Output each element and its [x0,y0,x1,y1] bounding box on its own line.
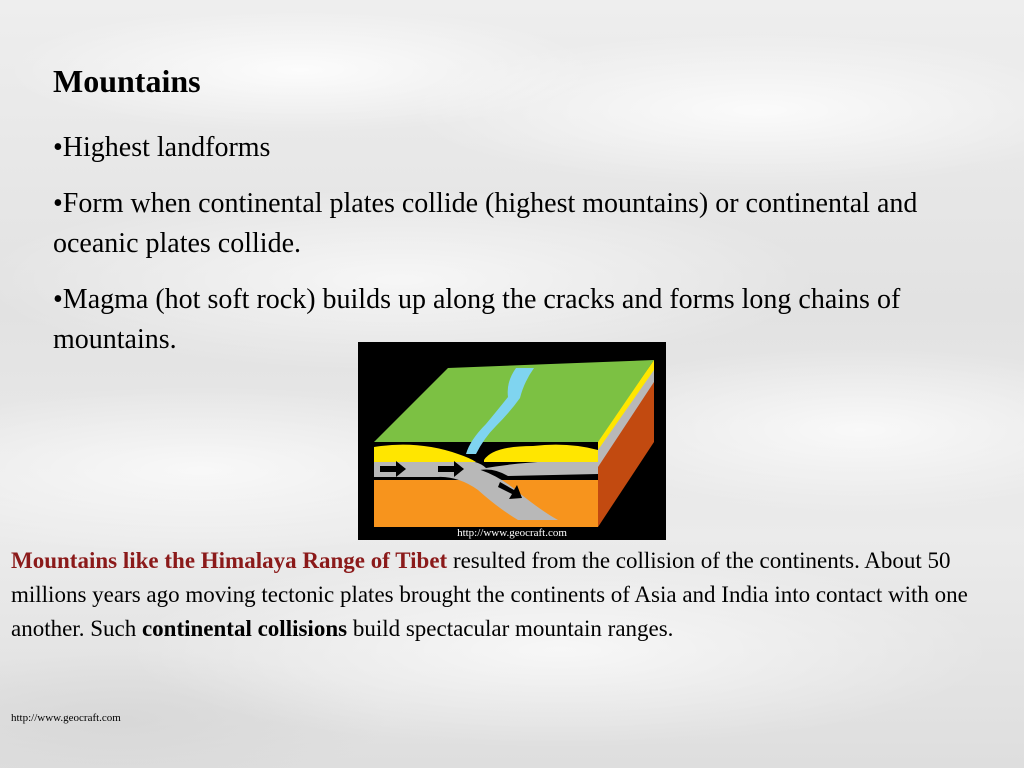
figure-credit: http://www.geocraft.com [457,527,567,539]
paragraph-text: resulted from the collision of the continents. About 50 millions years ago moving tectonic plates brought the continents of Asia and India into contact with one another. Such [11,548,968,641]
paragraph-text: build spectacular mountain ranges. [347,616,674,641]
footer-source: http://www.geocraft.com [11,712,121,724]
bullet-item: •Magma (hot soft rock) builds up along the cracks and forms long chains of mountains. [53,284,901,355]
bullet-item: •Form when continental plates collide (highest mountains) or continental and oceanic plates collide. [53,188,918,259]
plate-collision-diagram [358,342,666,540]
bullet-item: •Highest landforms [53,132,271,163]
bullet-list [53,128,1003,376]
bold-text: continental collisions [141,616,348,641]
plate-collision-illustration [358,342,666,540]
body-paragraph [11,544,1011,646]
slide-title: Mountains [53,63,201,99]
highlight-text: Mountains like the Himalaya Range of Tibet [11,548,448,573]
